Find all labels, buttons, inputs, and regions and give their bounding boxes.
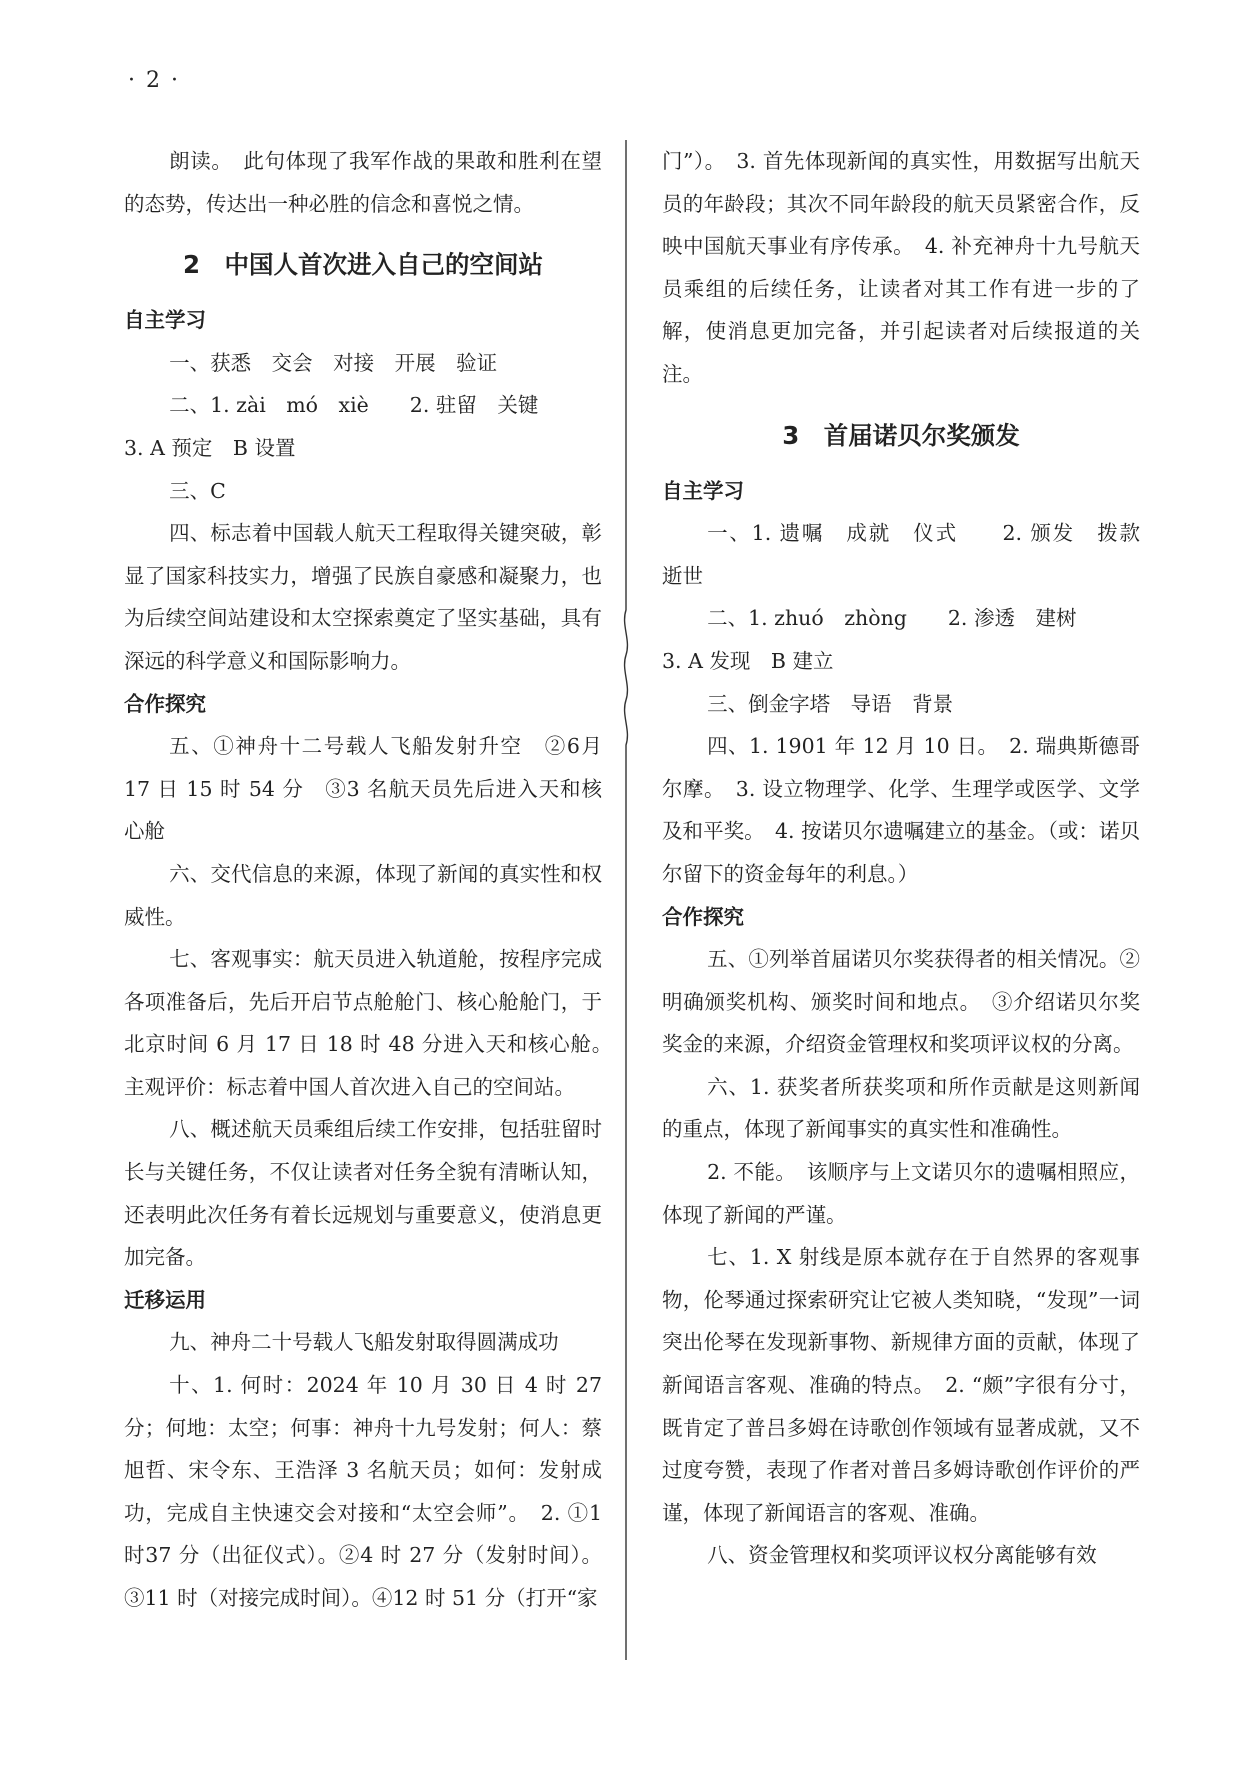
answer-6: 六、交代信息的来源，体现了新闻的真实性和权威性。 (124, 861, 602, 929)
subheading-self-study: 自主学习 (124, 308, 206, 333)
answer-9: 九、神舟二十号载人飞船发射取得圆满成功 (169, 1330, 559, 1355)
column-divider (619, 140, 633, 1660)
answer-5: 五、①列举首届诺贝尔奖获得者的相关情况。②明确颁奖机构、颁奖时间和地点。 ③介绍诺贝尔奖奖金的来源，介绍资金管理权和奖项评议权的分离。 (662, 947, 1140, 1057)
answer-4: 四、1. 1901 年 12 月 10 日。 2. 瑞典斯德哥尔摩。 3. 设立物理学、化学、生理学或医学、文学及和平奖。 4. 按诺贝尔遗嘱建立的基金。（或：诺贝尔留下的资金每年的利息。） (662, 734, 1140, 886)
paragraph: 门”）。 3. 首先体现新闻的真实性，用数据写出航天员的年龄段；其次不同年龄段的航天员紧密合作，反映中国航天事业有序传承。 4. 补充神舟十九号航天员乘组的后续任务，让读者对其工作有进一步的了解，使消息更加完备，并引起读者对后续报道的关注。 (662, 149, 1140, 386)
left-column (124, 140, 623, 1620)
subheading-self-study: 自主学习 (662, 478, 744, 503)
section-title-3: 3 首届诺贝尔奖颁发 (782, 420, 1020, 450)
subheading-cooperative: 合作探究 (662, 904, 744, 929)
answer-1: 一、1. 遗嘱 成就 仪式 2. 颁发 拨款 逝世 (662, 521, 1161, 588)
right-column (662, 140, 1161, 1577)
page-number: · 2 · (128, 68, 180, 93)
answer-10: 十、1. 何时：2024 年 10 月 30 日 4 时 27 分；何地：太空；何事：神舟十九号发射；何人：蔡旭哲、宋令东、王浩泽 3 名航天员；如何：发射成功，完成自主快速交会对接和“太空会师”。 2. ①1 时37 分（出征仪式）。②4 时 27 分（发射时间）。③11 时（对接完成时间）。④12 时 51 分（打开“家 (124, 1373, 602, 1610)
answer-3: 三、倒金字塔 导语 背景 (707, 691, 954, 716)
answer-1: 一、获悉 交会 对接 开展 验证 (169, 350, 498, 375)
answer-8: 八、概述航天员乘组后续工作安排，包括驻留时长与关键任务，不仅让读者对任务全貌有清晰认知，还表明此次任务有着长远规划与重要意义，使消息更加完备。 (124, 1117, 602, 1270)
answer-5: 五、①神舟十二号载人飞船发射升空 ②6月 17 日 15 时 54 分 ③3 名航天员先后进入天和核心舱 (124, 734, 602, 844)
answer-8: 八、资金管理权和奖项评议权分离能够有效 (707, 1543, 1097, 1568)
answer-3: 三、C (169, 478, 226, 503)
answer-2: 二、1. zài mó xiè 2. 驻留 关键 (169, 393, 539, 418)
answer-7: 七、客观事实：航天员进入轨道舱，按程序完成各项准备后，先后开启节点舱舱门、核心舱舱门，于北京时间 6 月 17 日 18 时 48 分进入天和核心舱。 主观评价：标志着中国人首次进入自己的空间站。 (124, 947, 623, 1099)
answer-4: 四、标志着中国载人航天工程取得关键突破，彰显了国家科技实力，增强了民族自豪感和凝聚力，也为后续空间站建设和太空探索奠定了坚实基础，具有深远的科学意义和国际影响力。 (124, 521, 602, 673)
answer-7: 七、1. X 射线是原本就存在于自然界的客观事物，伦琴通过探索研究让它被人类知晓，“发现”一词突出伦琴在发现新事物、新规律方面的贡献，体现了新闻语言客观、准确的特点。 2. “颇”字很有分寸，既肯定了普吕多姆在诗歌创作领域有显著成就，又不过度夸赞，表现了作者对普吕多姆诗歌创作评价的严谨，体现了新闻语言的客观、准确。 (662, 1245, 1140, 1525)
subheading-transfer: 迁移运用 (124, 1287, 206, 1312)
paragraph: 朗读。 此句体现了我军作战的果敢和胜利在望的态势，传达出一种必胜的信念和喜悦之情。 (124, 149, 602, 216)
answer-6-2: 2. 不能。 该顺序与上文诺贝尔的遗嘱相照应，体现了新闻的严谨。 (662, 1160, 1140, 1227)
section-title-2: 2 中国人首次进入自己的空间站 (182, 250, 544, 280)
answer-2: 二、1. zhuó zhòng 2. 渗透 建树 (707, 606, 1077, 631)
subheading-cooperative: 合作探究 (124, 691, 206, 716)
answer-2-3: 3. A 预定 B 设置 (124, 435, 296, 460)
answer-2-3: 3. A 发现 B 建立 (662, 648, 834, 673)
answer-6: 六、1. 获奖者所获奖项和所作贡献是这则新闻的重点，体现了新闻事实的真实性和准确性。 (662, 1074, 1140, 1142)
